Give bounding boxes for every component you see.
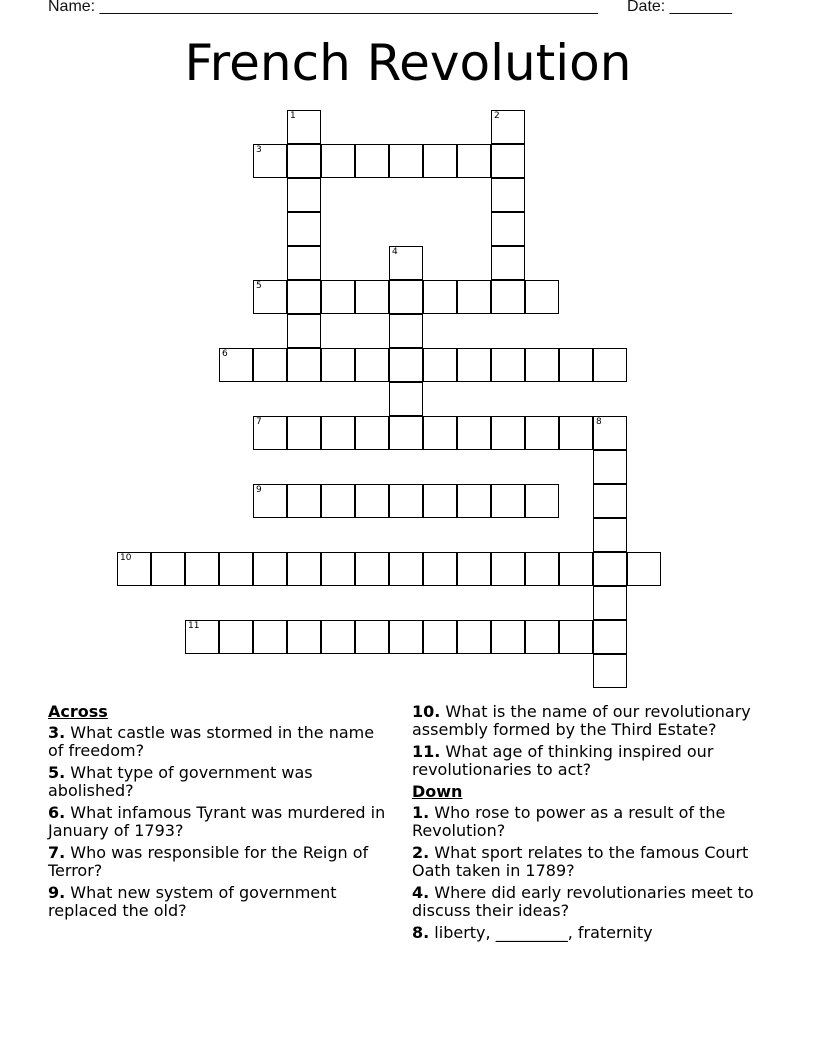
crossword-cell[interactable] [593,416,627,450]
crossword-cell[interactable] [355,620,389,654]
clue-down-4 [412,884,762,920]
crossword-cell[interactable] [253,280,287,314]
clue-number: 7. [48,843,66,862]
crossword-cell[interactable] [355,484,389,518]
clue-down-8 [412,924,762,942]
cell-number: 2 [494,111,500,121]
crossword-cell[interactable] [491,484,525,518]
clue-number: 9. [48,883,66,902]
cell-number: 9 [256,485,262,495]
cell-number: 6 [222,349,228,359]
cell-number: 11 [188,621,200,631]
clue-across-5 [48,764,393,800]
crossword-cell[interactable] [355,552,389,586]
cell-number: 1 [290,111,296,121]
crossword-cell[interactable] [355,144,389,178]
crossword-cell[interactable] [389,382,423,416]
crossword-cell[interactable] [491,178,525,212]
crossword-cell[interactable] [287,552,321,586]
crossword-cell[interactable] [287,144,321,178]
clue-text: liberty, _________, fraternity [429,923,653,942]
crossword-cell[interactable] [389,246,423,280]
crossword-cell[interactable] [389,314,423,348]
crossword-cell[interactable] [525,416,559,450]
clue-number: 5. [48,763,66,782]
crossword-cell[interactable] [491,348,525,382]
clue-across-7 [48,844,393,880]
crossword-cell[interactable] [593,348,627,382]
crossword-cell[interactable] [457,144,491,178]
crossword-cell[interactable] [253,144,287,178]
crossword-cell[interactable] [287,484,321,518]
crossword-cell[interactable] [423,416,457,450]
clue-text: Where did early revolutionaries meet to discuss their ideas? [412,883,754,920]
cell-number: 7 [256,417,262,427]
clue-number: 6. [48,803,66,822]
cell-number: 3 [256,145,262,155]
crossword-cell[interactable] [151,552,185,586]
crossword-cell[interactable] [457,552,491,586]
crossword-cell[interactable] [389,280,423,314]
crossword-cell[interactable] [287,280,321,314]
crossword-cell[interactable] [525,552,559,586]
crossword-cell[interactable] [593,620,627,654]
crossword-cell[interactable] [423,348,457,382]
crossword-cell[interactable] [423,552,457,586]
crossword-cell[interactable] [321,280,355,314]
crossword-cell[interactable] [321,144,355,178]
crossword-cell[interactable] [423,144,457,178]
crossword-cell[interactable] [287,348,321,382]
crossword-cell[interactable] [457,348,491,382]
clue-down-2 [412,844,762,880]
crossword-cell[interactable] [593,586,627,620]
crossword-cell[interactable] [627,552,661,586]
clue-across-6 [48,804,393,840]
crossword-cell[interactable] [559,416,593,450]
clue-across-11 [412,743,762,779]
crossword-cell[interactable] [457,484,491,518]
crossword-cell[interactable] [185,552,219,586]
crossword-cell[interactable] [185,620,219,654]
crossword-cell[interactable] [219,348,253,382]
crossword-cell[interactable] [389,484,423,518]
crossword-cell[interactable] [287,110,321,144]
crossword-cell[interactable] [389,416,423,450]
clue-number: 2. [412,843,430,862]
crossword-cell[interactable] [457,280,491,314]
crossword-cell[interactable] [355,416,389,450]
crossword-cell[interactable] [219,620,253,654]
crossword-cell[interactable] [525,348,559,382]
clue-text: What infamous Tyrant was murdered in January of 1793? [48,803,386,840]
crossword-cell[interactable] [559,620,593,654]
crossword-cell[interactable] [491,280,525,314]
crossword-cell[interactable] [491,416,525,450]
clue-across-10 [412,703,762,739]
crossword-cell[interactable] [321,620,355,654]
crossword-cell[interactable] [491,620,525,654]
crossword-cell[interactable] [491,110,525,144]
crossword-cell[interactable] [491,144,525,178]
clue-text: What new system of government replaced the old? [48,883,337,920]
crossword-cell[interactable] [389,552,423,586]
crossword-cell[interactable] [253,416,287,450]
crossword-cell[interactable] [457,620,491,654]
crossword-cell[interactable] [219,552,253,586]
clue-text: Who was responsible for the Reign of Terror? [48,843,369,880]
crossword-cell[interactable] [593,450,627,484]
clue-number: 3. [48,723,66,742]
crossword-cell[interactable] [287,212,321,246]
crossword-cell[interactable] [321,552,355,586]
clue-number: 11. [412,742,441,761]
clue-text: Who rose to power as a result of the Revolution? [412,803,726,840]
crossword-cell[interactable] [491,246,525,280]
crossword-cell[interactable] [287,314,321,348]
crossword-cell[interactable] [559,552,593,586]
clue-number: 1. [412,803,430,822]
crossword-cell[interactable] [389,348,423,382]
crossword-cell[interactable] [491,212,525,246]
crossword-cell[interactable] [321,484,355,518]
clue-number: 4. [412,883,430,902]
name-field[interactable]: Name: ________________________________________________________ [48,0,598,15]
down-heading: Down [412,782,463,801]
clue-number: 8. [412,923,430,942]
crossword-cell[interactable] [287,178,321,212]
clues-column-right [412,703,762,946]
crossword-cell[interactable] [355,280,389,314]
cell-number: 8 [596,417,602,427]
crossword-cell[interactable] [287,416,321,450]
crossword-cell[interactable] [321,416,355,450]
crossword-cell[interactable] [321,348,355,382]
crossword-cell[interactable] [593,518,627,552]
clue-text: What castle was stormed in the name of freedom? [48,723,375,760]
clue-across-9 [48,884,393,920]
clue-across-3 [48,724,393,760]
crossword-cell[interactable] [525,280,559,314]
crossword-cell[interactable] [287,620,321,654]
crossword-cell[interactable] [593,552,627,586]
clue-text: What age of thinking inspired our revolutionaries to act? [412,742,714,779]
cell-number: 5 [256,281,262,291]
across-heading: Across [48,702,108,721]
crossword-cell[interactable] [525,484,559,518]
page-title: French Revolution [184,34,632,92]
clue-text: What sport relates to the famous Court Oath taken in 1789? [412,843,749,880]
crossword-cell[interactable] [423,620,457,654]
crossword-cell[interactable] [593,654,627,688]
crossword-cell[interactable] [389,620,423,654]
crossword-cell[interactable] [593,484,627,518]
crossword-cell[interactable] [253,620,287,654]
clue-text: What type of government was abolished? [48,763,313,800]
crossword-cell[interactable] [423,280,457,314]
crossword-cell[interactable] [287,246,321,280]
crossword-cell[interactable] [253,552,287,586]
clue-text: What is the name of our revolutionary assembly formed by the Third Estate? [412,702,751,739]
crossword-cell[interactable] [423,484,457,518]
clue-down-1 [412,804,762,840]
cell-number: 4 [392,247,398,257]
crossword-cell[interactable] [525,620,559,654]
date-field[interactable]: Date: _______ [627,0,732,15]
crossword-cell[interactable] [355,348,389,382]
crossword-cell[interactable] [117,552,151,586]
clues-column-left [48,703,393,924]
crossword-cell[interactable] [457,416,491,450]
crossword-cell[interactable] [253,484,287,518]
crossword-cell[interactable] [389,144,423,178]
crossword-cell[interactable] [559,348,593,382]
cell-number: 10 [120,553,132,563]
crossword-cell[interactable] [253,348,287,382]
clue-number: 10. [412,702,441,721]
crossword-cell[interactable] [491,552,525,586]
